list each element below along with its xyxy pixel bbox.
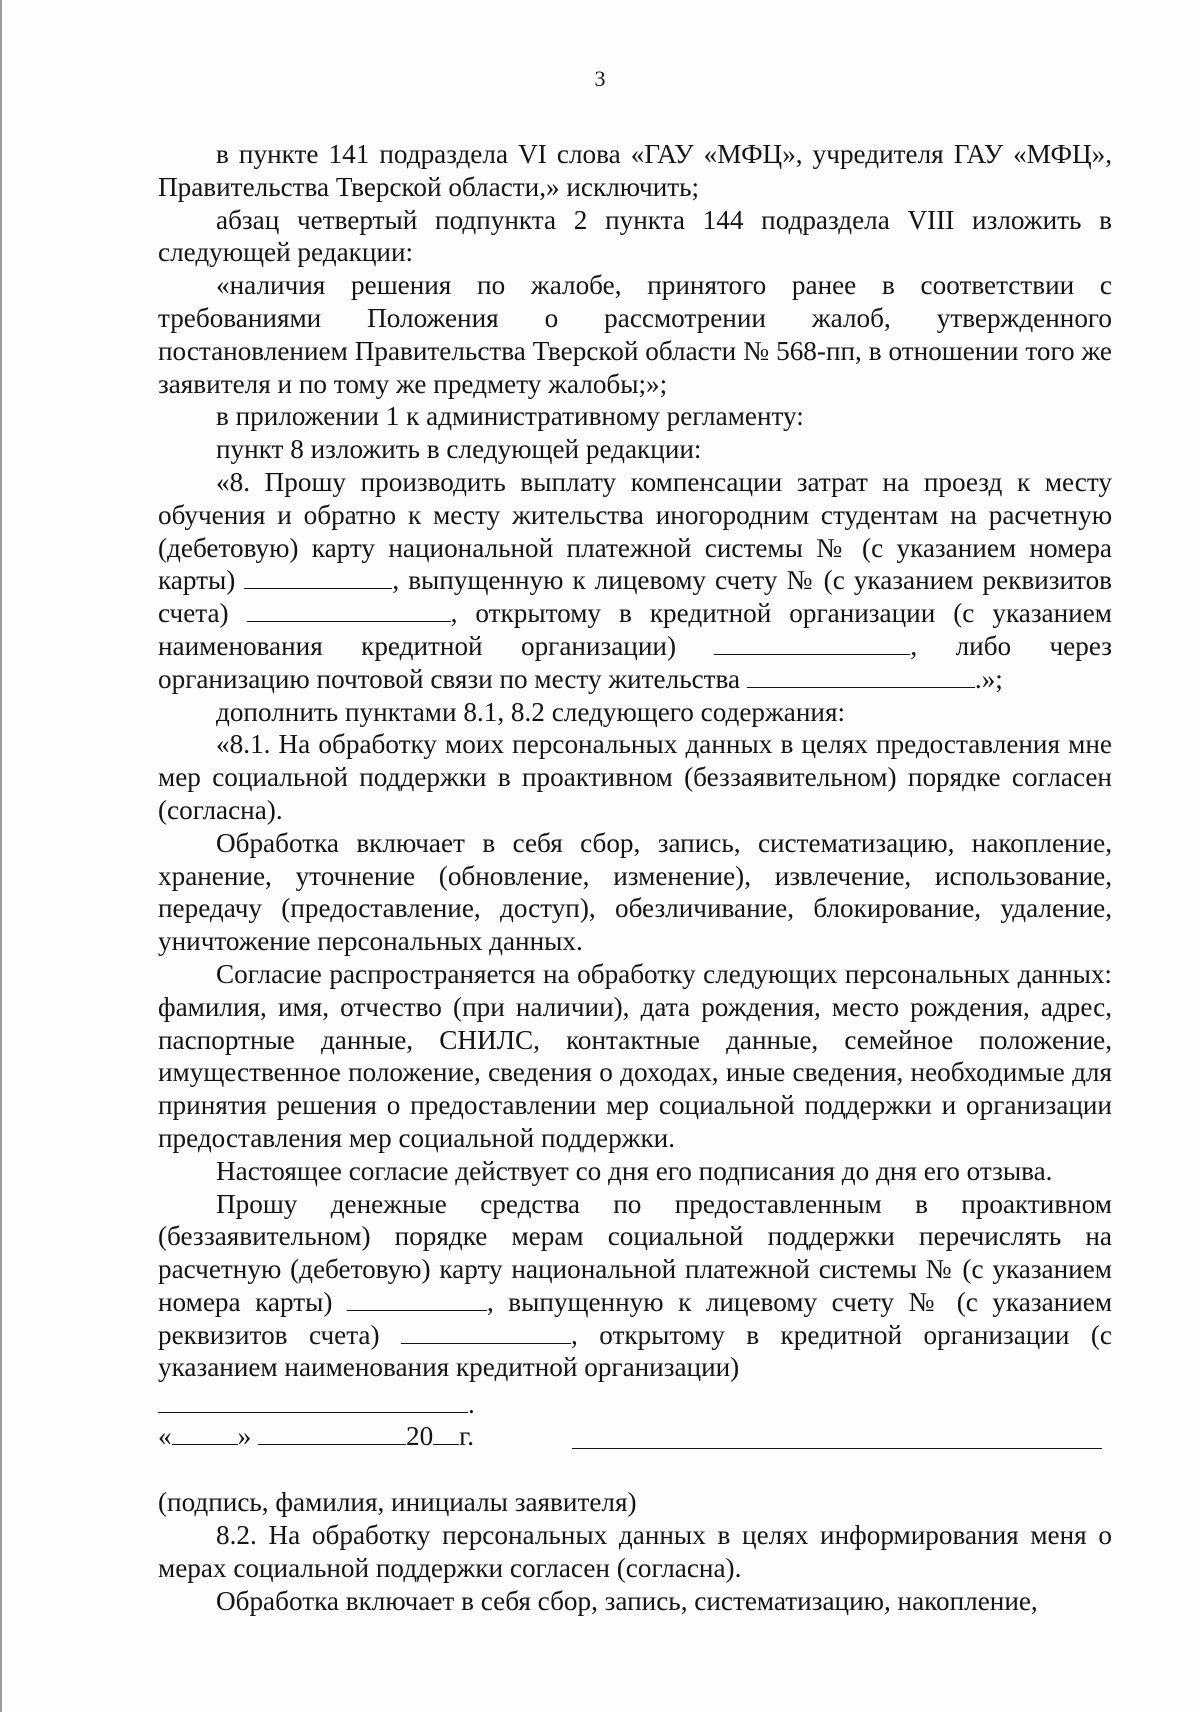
p12-text-b: , выпущенную к лицевому счету № (с указанием реквизитов счета) [158,1286,1113,1350]
p6-text-a: «8. Прошу производить выплату компенсации затрат на проезд к месту обучения и обратно к месту жительства иногородним студентам на расчетную (дебетовую) карту национальной платежной системы № (с указанием номера карты) [158,466,1112,596]
bank-name-line-dot: . [468,1389,475,1420]
page-number: 3 [594,66,606,91]
paragraph-p2: абзац четвертый подпункта 2 пункта 144 подраздела VIII изложить в следующей редакции: [158,204,1112,268]
p12-text-c: , открытому в кредитной организации (с указанием наименования кредитной организации) [158,1319,1112,1383]
paragraph-p3: «наличия решения по жалобе, принятого ранее в соответствии с требованиями Положения о рассмотрении жалоб, утвержденного постановлением Правительства Тверской области № 568-пп, в отношении того же заявителя и по тому же предмету жалобы;»; [158,270,1112,399]
date-day-blank [172,1420,238,1445]
paragraph-p4: в приложении 1 к административному регламенту: [216,401,804,432]
paragraph-p9: Обработка включает в себя сбор, запись, систематизацию, накопление, хранение, уточнение (обновление, изменение), извлечение, использование, передачу (предоставление, доступ), обезличивание, блокирование, удаление, уничтожение персональных данных. [158,827,1112,957]
scan-edge [0,0,2,1712]
card-number-blank-2 [347,1286,487,1311]
paragraph-p11: Настоящее согласие действует со дня его подписания до дня его отзыва. [216,1155,1053,1186]
date-line [158,1420,474,1453]
signature-row [158,1420,1112,1486]
date-month-blank [258,1420,406,1445]
p6-text-c: , открытому в кредитной организации (с указанием наименования кредитной организации) [158,598,1112,661]
p6-text-e: .»; [974,663,1003,694]
paragraph-p13: 8.2. На обработку персональных данных в целях информирования меня о мерах социальной поддержки согласен (согласна). [158,1520,1112,1583]
paragraph-p7: дополнить пунктами 8.1, 8.2 следующего содержания: [216,696,846,727]
paragraph-p6 [158,466,1112,696]
document-body [158,138,1112,1617]
date-open-quote: « [158,1421,172,1452]
signature-blank [572,1448,1102,1449]
p6-text-b: , выпущенную к лицевому счету № (с указанием реквизитов счета) [158,565,1113,629]
paragraph-p1: в пункте 141 подраздела VI слова «ГАУ «МФЦ», учредителя ГАУ «МФЦ», Правительства Тверской области,» исключить; [158,139,1112,202]
signature-caption: (подпись, фамилия, инициалы заявителя) [158,1487,637,1518]
bank-name-blank [714,630,910,655]
p6-text-d: , либо через организацию почтовой связи по месту жительства [158,630,1112,694]
date-close-quote: » [237,1421,252,1452]
paragraph-p8: «8.1. На обработку моих персональных данных в целях предоставления мне мер социальной поддержки в проактивном (беззаявительном) порядке согласен (согласна). [158,729,1112,825]
date-year-prefix: 20 [405,1421,434,1452]
paragraph-p10: Согласие распространяется на обработку следующих персональных данных: фамилия, имя, отчество (при наличии), дата рождения, место рождения, адрес, паспортные данные, СНИЛС, контактные данные, семейное положение, имущественное положение, сведения о доходах, иные сведения, необходимые для принятия решения о предоставлении мер социальной поддержки и организации предоставления мер социальной поддержки. [158,958,1112,1153]
paragraph-p14: Обработка включает в себя сбор, запись, систематизацию, накопление, [216,1585,1038,1616]
account-details-blank-2 [401,1319,571,1344]
paragraph-p12 [158,1188,1112,1385]
residence-blank [747,663,975,688]
paragraph-p5: пункт 8 изложить в следующей редакции: [216,434,702,465]
bank-name-blank-2 [158,1388,468,1413]
bank-name-line [158,1388,1112,1418]
card-number-blank [244,564,392,589]
account-details-blank [247,597,451,622]
date-year-blank [433,1420,459,1445]
date-year-suffix: г. [459,1421,475,1452]
p12-text-a: Прошу денежные средства по предоставленным в проактивном (беззаявительном) порядке мерам социальной поддержки перечислять на расчетную (дебетовую) карту национальной платежной системы № (с указанием номера карты) [158,1188,1112,1317]
